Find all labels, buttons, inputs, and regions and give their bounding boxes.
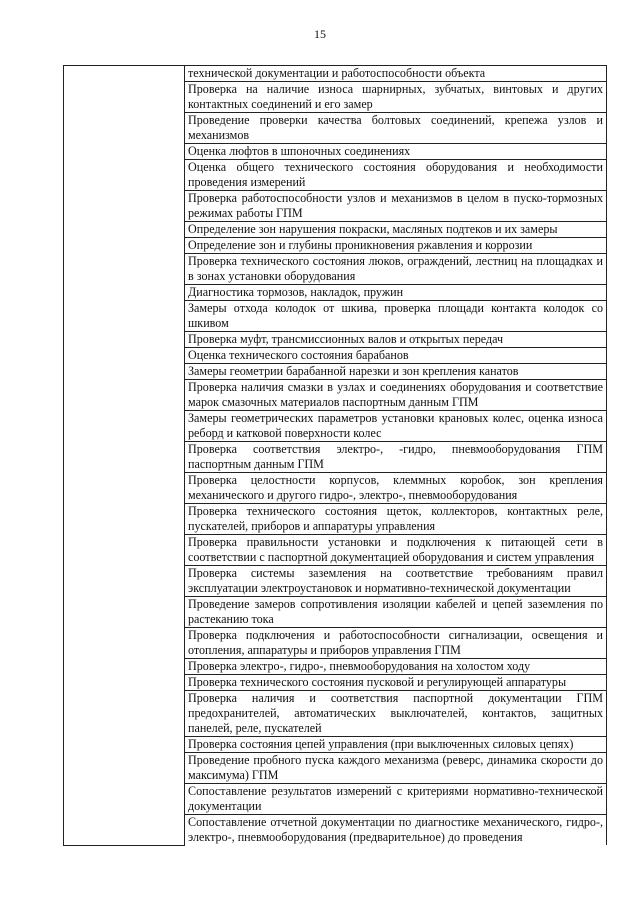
row-text-cell: Определение зон нарушения покраски, масляных подтеков и их замеры [185,222,607,238]
row-text-cell: Замеры геометрических параметров установки крановых колес, оценка износа реборд и катковой поверхности колес [185,411,607,442]
row-text-cell: Сопоставление отчетной документации по диагностике механического, гидро-, электро-, пневмооборудования (предварительное) до проведения [185,815,607,846]
row-text-cell: Проверка муфт, трансмиссионных валов и открытых передач [185,332,607,348]
inspection-table [63,65,607,846]
page-number: 15 [314,27,326,41]
left-empty-column [64,66,185,846]
row-text-cell: Проверка на наличие износа шарнирных, зубчатых, винтовых и других контактных соединений и его замер [185,82,607,113]
row-text-cell: Оценка технического состояния барабанов [185,348,607,364]
row-text-cell: Сопоставление результатов измерений с критериями нормативно-технической документации [185,784,607,815]
row-text-cell: Проверка электро-, гидро-, пневмооборудования на холостом ходу [185,659,607,675]
table-body [64,66,607,846]
row-text-cell: Проверка технического состояния люков, ограждений, лестниц на площадках и в зонах установки оборудования [185,254,607,285]
row-text-cell: Проверка технического состояния щеток, коллекторов, контактных реле, пускателей, приборов и аппаратуры управления [185,504,607,535]
row-text-cell: технической документации и работоспособности объекта [185,66,607,82]
row-text-cell: Проверка работоспособности узлов и механизмов в целом в пуско-тормозных режимах работы ГПМ [185,191,607,222]
row-text-cell: Проверка состояния цепей управления (при выключенных силовых цепях) [185,737,607,753]
row-text-cell: Проверка правильности установки и подключения к питающей сети в соответствии с паспортной документацией оборудования и систем управления [185,535,607,566]
row-text-cell: Проверка наличия и соответствия паспортной документации ГПМ предохранителей, автоматических выключателей, контактов, защитных панелей, реле, пускателей [185,691,607,737]
table-row [64,66,607,82]
row-text-cell: Проверка наличия смазки в узлах и соединениях оборудования и соответствие марок смазочных материалов паспортным данным ГПМ [185,380,607,411]
row-text-cell: Проведение замеров сопротивления изоляции кабелей и цепей заземления по растеканию тока [185,597,607,628]
row-text-cell: Проведение проверки качества болтовых соединений, крепежа узлов и механизмов [185,113,607,144]
row-text-cell: Оценка люфтов в шпоночных соединениях [185,144,607,160]
row-text-cell: Оценка общего технического состояния оборудования и необходимости проведения измерений [185,160,607,191]
row-text-cell: Проверка системы заземления на соответствие требованиям правил эксплуатации электроустановок и нормативно-технической документации [185,566,607,597]
row-text-cell: Проверка технического состояния пусковой и регулирующей аппаратуры [185,675,607,691]
row-text-cell: Замеры геометрии барабанной нарезки и зон крепления канатов [185,364,607,380]
row-text-cell: Диагностика тормозов, накладок, пружин [185,285,607,301]
row-text-cell: Проверка целостности корпусов, клеммных коробок, зон крепления механического и другого гидро-, электро-, пневмооборудования [185,473,607,504]
row-text-cell: Проверка подключения и работоспособности сигнализации, освещения и отопления, аппаратуры и приборов управления ГПМ [185,628,607,659]
row-text-cell: Определение зон и глубины проникновения ржавления и коррозии [185,238,607,254]
row-text-cell: Замеры отхода колодок от шкива, проверка площади контакта колодок со шкивом [185,301,607,332]
row-text-cell: Проверка соответствия электро-, -гидро, пневмооборудования ГПМ паспортным данным ГПМ [185,442,607,473]
row-text-cell: Проведение пробного пуска каждого механизма (реверс, динамика скорости до максимума) ГПМ [185,753,607,784]
